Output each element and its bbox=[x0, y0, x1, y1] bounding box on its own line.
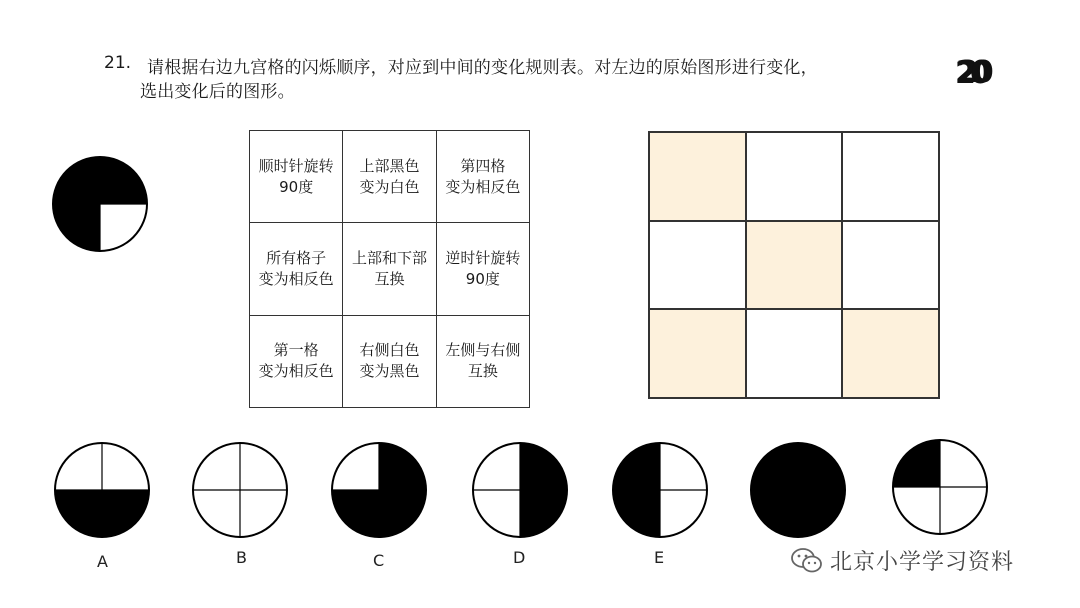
rule-cell: 右侧白色 变为黑色 bbox=[343, 315, 436, 407]
flash-cell bbox=[746, 221, 843, 310]
option-g[interactable] bbox=[890, 437, 990, 537]
flash-cell bbox=[649, 309, 746, 398]
flash-cell bbox=[649, 221, 746, 310]
option-c[interactable] bbox=[329, 440, 429, 540]
original-quadrants bbox=[53, 157, 147, 251]
question-badge: 20 bbox=[956, 55, 986, 90]
rule-cell: 上部黑色 变为白色 bbox=[343, 131, 436, 223]
rule-table bbox=[249, 130, 530, 408]
option-label-a: A bbox=[97, 552, 108, 571]
option-label-c: C bbox=[373, 551, 385, 570]
option-d[interactable] bbox=[470, 440, 570, 540]
flash-cell bbox=[842, 221, 939, 310]
rule-cell: 所有格子 变为相反色 bbox=[250, 223, 343, 315]
rule-cell: 第四格 变为相反色 bbox=[436, 131, 529, 223]
flash-cell bbox=[746, 132, 843, 221]
flash-grid bbox=[648, 131, 940, 399]
watermark-text: 北京小学学习资料 bbox=[830, 550, 1015, 575]
rule-cell: 上部和下部 互换 bbox=[343, 223, 436, 315]
watermark bbox=[790, 545, 1014, 576]
question-text-line1: 请根据右边九宫格的闪烁顺序，对应到中间的变化规则表。对左边的原始图形进行变化， bbox=[147, 58, 818, 78]
option-label-b: B bbox=[236, 548, 247, 567]
option-e[interactable] bbox=[610, 440, 710, 540]
question-number: 21. bbox=[104, 53, 132, 73]
rule-cell: 左侧与右侧 互换 bbox=[436, 315, 529, 407]
wechat-icon bbox=[790, 547, 824, 575]
option-f[interactable] bbox=[748, 440, 848, 540]
rule-cell: 第一格 变为相反色 bbox=[250, 315, 343, 407]
option-label-d: D bbox=[513, 548, 526, 567]
flash-cell bbox=[842, 132, 939, 221]
flash-cell bbox=[649, 132, 746, 221]
question-text-line2: 选出变化后的图形。 bbox=[140, 82, 295, 102]
original-figure bbox=[50, 154, 150, 254]
rule-cell: 逆时针旋转 90度 bbox=[436, 223, 529, 315]
rule-cell: 顺时针旋转 90度 bbox=[250, 131, 343, 223]
flash-cell bbox=[746, 309, 843, 398]
option-b[interactable] bbox=[190, 440, 290, 540]
option-label-e: E bbox=[654, 548, 665, 567]
option-a[interactable] bbox=[52, 440, 152, 540]
flash-cell bbox=[842, 309, 939, 398]
